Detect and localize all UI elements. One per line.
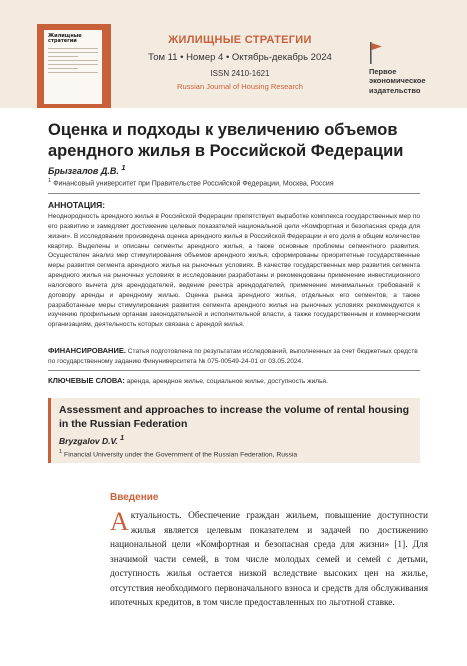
author-superscript: 1 bbox=[121, 163, 126, 172]
flag-icon bbox=[369, 42, 383, 64]
author-name bbox=[48, 163, 126, 176]
publisher-name-line: экономическое bbox=[369, 76, 426, 86]
author-text: Брызгалов Д.В. bbox=[48, 166, 119, 176]
english-affiliation bbox=[59, 449, 412, 458]
abstract-text: Неоднородность арендного жилья в Российской Федерации препятствует выработке комплекса государственных мер по его развитию и замедляет достижение целевых показателей национальной цели «Комфортная и безопасная среда для жизни». В исследовании произведена оценка арендного жилья в Российской Федерации и его доля в общем количестве квартир. Выделены и описаны сегменты арендного жилья, а также основные проблемы сегментного развития. Осуществлен анализ мер стимулирования объемов арендного жилья, сформированы приоритетные государственные меры развития сегмента арендного жилья на рыночных условиях. В качестве государственных мер развития сегмента арендного жилья на рыночных условиях в исследовании разработаны и рекомендованы применение инвестиционного налогового вычета для арендодателей, ведение реестра арендодателей, применение минимальных требований к договору аренды и арендному жилью. Оценка рынка арендного жилья, отдельных его сегментов, а также разработанные меры стимулирования развития сегмента арендного жилья на рыночных условиях рекомендуются к изучению профильным органам законодательной и исполнительной власти, а также государственным и коммерческим организациям, деятельность которых связана с арендой жилья. bbox=[48, 213, 420, 329]
english-title: Assessment and approaches to increase the volume of rental housing in the Russian Federation bbox=[59, 404, 410, 430]
cover-text-line bbox=[48, 72, 98, 73]
affiliation-superscript: 1 bbox=[48, 178, 52, 184]
english-abstract-box bbox=[48, 398, 420, 463]
publisher-name-line: издательство bbox=[369, 85, 421, 95]
english-author-superscript: 1 bbox=[120, 434, 125, 443]
author-affiliation bbox=[48, 178, 438, 187]
publisher-name bbox=[369, 67, 459, 95]
english-author bbox=[59, 434, 412, 446]
cover-text-line bbox=[48, 60, 98, 61]
journal-info bbox=[125, 34, 355, 91]
cover-page bbox=[44, 30, 102, 104]
intro-paragraph bbox=[110, 509, 428, 611]
cover-title: Жилищные стратегии bbox=[48, 33, 82, 45]
cover-text-line bbox=[48, 68, 78, 69]
english-affiliation-superscript: 1 bbox=[59, 449, 63, 456]
journal-issue: Том 11 • Номер 4 • Октябрь-декабрь 2024 bbox=[148, 52, 332, 63]
keywords-text: аренда, арендное жилье, социальное жилье, доступность жилья. bbox=[124, 378, 328, 385]
affiliation-text: Финансовый университет при Правительстве Российской Федерации, Москва, Россия bbox=[53, 180, 334, 188]
journal-english-name: Russian Journal of Housing Research bbox=[177, 82, 303, 91]
divider bbox=[48, 193, 420, 194]
publisher-name-line: Первое bbox=[369, 67, 397, 76]
funding-text: Статья подготовлена по результатам исследований, выполненных за счет бюджетных средств по государственному заданию Финуниверситета № 075-00549-24-01 от 03.05.2024. bbox=[48, 348, 418, 365]
keywords bbox=[48, 376, 420, 385]
journal-header bbox=[0, 0, 467, 108]
section-heading: Введение bbox=[110, 492, 159, 503]
english-author-text: Bryzgalov D.V. bbox=[59, 436, 118, 447]
english-affiliation-text: Financial University under the Government of the Russian Federation, Russia bbox=[64, 451, 298, 459]
divider bbox=[48, 370, 420, 371]
cover-text-line bbox=[48, 64, 98, 65]
drop-cap: А bbox=[110, 507, 129, 536]
keywords-label: КЛЮЧЕВЫЕ СЛОВА: bbox=[48, 376, 125, 385]
cover-text-line bbox=[48, 48, 98, 49]
funding-label: ФИНАНСИРОВАНИЕ. bbox=[48, 346, 126, 355]
journal-title: ЖИЛИЩНЫЕ СТРАТЕГИИ bbox=[168, 34, 312, 46]
cover-text-line bbox=[48, 52, 98, 53]
abstract-label: АННОТАЦИЯ: bbox=[48, 200, 106, 210]
journal-cover bbox=[37, 24, 111, 108]
publisher bbox=[369, 42, 459, 95]
intro-text: ктуальность. Обеспечение граждан жильем, повышение доступности жилья является целевым показателем и задачей по достижению национальной цели «Комфортная и безопасная среда для жизни» [1]. Для значимой части семей, в том числе молодых семей и семей с детьми, доступность жилья остается низкой вследствие высоких цен на жилье, отсутствия необходимого первоначального взноса и средств для обслуживания ипотечных кредитов, в том числе предоставленных по льготной ставке. bbox=[110, 511, 428, 608]
journal-issn: ISSN 2410-1621 bbox=[210, 69, 270, 78]
cover-text-line bbox=[48, 56, 78, 57]
article-title: Оценка и подходы к увеличению объемов арендного жилья в Российской Федерации bbox=[48, 121, 404, 160]
funding bbox=[48, 346, 420, 367]
